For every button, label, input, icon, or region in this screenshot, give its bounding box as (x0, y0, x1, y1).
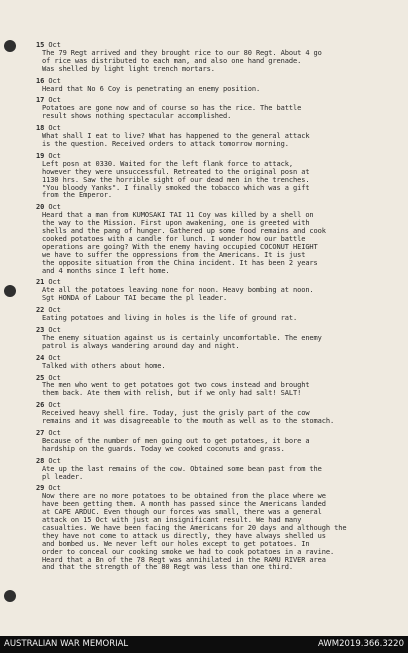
entry-day: 26 (36, 401, 45, 410)
diary-entry (36, 327, 398, 351)
entry-text: The 79 Regt arrived and they brought rice to our 80 Regt. About 4 go of rice was distributed to each man, and also one hand grenade. Was shelled by light light trench mortars. (42, 48, 322, 73)
diary-entry (36, 78, 398, 94)
entry-month: Oct (48, 306, 61, 315)
diary-entry (36, 430, 398, 454)
entry-text: Talked with others about home. (42, 361, 166, 370)
diary-entry (36, 402, 398, 426)
archive-footer (0, 636, 408, 653)
entry-month: Oct (48, 428, 61, 437)
entry-month: Oct (48, 456, 61, 465)
entry-month: Oct (48, 124, 61, 133)
entry-text: Ate all the potatoes leaving none for noon. Heavy bombing at noon. Sgt HONDA of Labour TAI became the pl leader. (42, 286, 314, 303)
entry-month: Oct (48, 41, 61, 49)
footer-accession-number: AWM2019.366.3220 (318, 639, 404, 649)
entry-day: 28 (36, 456, 45, 465)
entry-day: 19 (36, 151, 45, 160)
diary-entry (36, 355, 398, 371)
entry-text: Now there are no more potatoes to be obtained from the place where we have been getting them. A month has passed since the Americans landed at CAPE ARDUC. Even though our forces was small, there was a general attack on 15 Oct with just an insignificant result. We had many casualties. We have been facing the Americans for 20 days and although the they have not come to attack us directly, they have always shelled us and bombed us. We never left our holes except to get potatoes. In order to conceal our cooking smoke we had to cook potatoes in a ravine. Heard that a Bn of the 78 Regt was annihilated in the RAMU RIVER area and that the strength of the 80 Regt was less than one third. (42, 492, 347, 572)
diary-entry (36, 42, 398, 74)
entry-day: 23 (36, 326, 45, 334)
entry-month: Oct (48, 151, 61, 160)
entry-day: 20 (36, 203, 45, 212)
entry-text: Ate up the last remains of the cow. Obtained some bean past from the pl leader. (42, 464, 322, 481)
entry-text: The men who went to get potatoes got two cows instead and brought them back. Ate them with relish, but if we only had salt! SALT! (42, 381, 310, 398)
entry-day: 24 (36, 353, 45, 362)
diary-entry (36, 279, 398, 303)
entry-month: Oct (48, 76, 61, 85)
entry-day: 25 (36, 373, 45, 382)
entry-text: Because of the number of men going out to get potatoes, it bore a hardship on the guards. Today we cooked coconuts and grass. (42, 436, 310, 453)
entry-text: What shall I eat to live? What has happened to the general attack is the question. Received orders to attack tomorrow morning. (42, 132, 310, 148)
entry-day: 17 (36, 96, 45, 105)
entry-month: Oct (48, 203, 61, 212)
entry-day: 22 (36, 306, 45, 315)
entry-day: 18 (36, 124, 45, 133)
diary-entry (36, 153, 398, 200)
entry-text: Heard that a man from KUMOSAKI TAI 11 Coy was killed by a shell on the way to the Mission. First upon awakening, one is greeted with shells and the pang of hunger. Gathered up some food remains and cook cooked potatoes with a candle for lunch. I wonder how our battle operations are going? With the enemy having occupied COCONUT HEIGHT we have to suffer the oppressions from the Americans. It is just the opposite situation from the China incident. It has been 2 years and 4 months since I left home. (42, 211, 326, 275)
punch-hole (4, 40, 16, 52)
diary-entry (36, 97, 398, 121)
entry-text: Heard that No 6 Coy is penetrating an enemy position. (42, 84, 261, 93)
entry-month: Oct (48, 484, 61, 493)
entry-day: 29 (36, 484, 45, 493)
diary-entries (36, 42, 398, 576)
diary-entry (36, 125, 398, 149)
diary-entry (36, 485, 398, 572)
entry-month: Oct (48, 353, 61, 362)
entry-month: Oct (48, 278, 61, 287)
entry-day: 15 (36, 41, 45, 49)
entry-month: Oct (48, 326, 61, 334)
diary-entry (36, 458, 398, 482)
entry-day: 16 (36, 76, 45, 85)
entry-text: The enemy situation against us is certainly uncomfortable. The enemy patrol is always wandering around day and night. (42, 333, 322, 350)
entry-month: Oct (48, 96, 61, 105)
footer-institution: AUSTRALIAN WAR MEMORIAL (4, 639, 129, 649)
entry-text: Eating potatoes and living in holes is the life of ground rat. (42, 314, 298, 323)
entry-month: Oct (48, 373, 61, 382)
diary-entry (36, 375, 398, 399)
entry-day: 21 (36, 278, 45, 287)
punch-hole (4, 590, 16, 602)
diary-entry (36, 204, 398, 275)
entry-day: 27 (36, 428, 45, 437)
entry-text: Left posn at 0330. Waited for the left flank force to attack, however they were unsuccessful. Retreated to the original posn at 1130 hrs. Saw the horrible sight of our dead men in the trenches. "You bloody Yanks". I finally smoked the tobacco which was a gift from the Emperor. (42, 159, 310, 200)
entry-month: Oct (48, 401, 61, 410)
entry-text: Potatoes are gone now and of course so has the rice. The battle result shows nothing spectacular accomplished. (42, 104, 302, 121)
diary-entry (36, 307, 398, 323)
punch-hole (4, 285, 16, 297)
entry-text: Received heavy shell fire. Today, just the grisly part of the cow remains and it was disagreeable to the mouth as well as to the stomach. (42, 409, 335, 426)
